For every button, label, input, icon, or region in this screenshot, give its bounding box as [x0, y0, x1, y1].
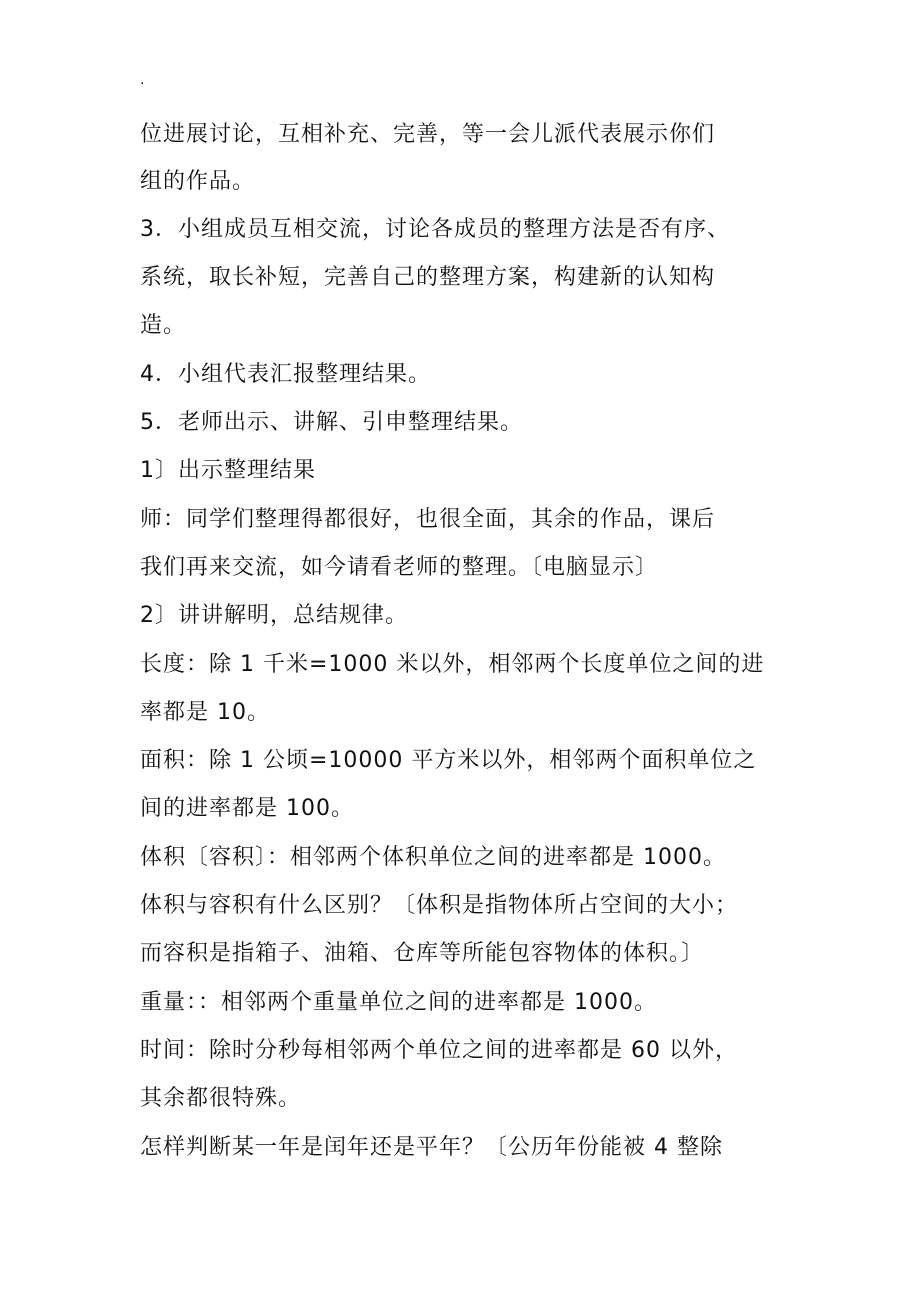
text-line: 率都是 10。 [140, 700, 270, 725]
text-line: 面积：除 1 公顷=10000 平方米以外，相邻两个面积单位之 [140, 748, 757, 773]
text-line: 重量：：相邻两个重量单位之间的进率都是 1000。 [140, 990, 657, 1015]
text-line: 长度：除 1 千米=1000 米以外，相邻两个长度单位之间的进 [140, 652, 765, 677]
text-line: 3．小组成员互相交流，讨论各成员的整理方法是否有序、 [140, 217, 730, 242]
text-line: 怎样判断某一年是闰年还是平年？〔公历年份能被 4 整除 [140, 1135, 723, 1160]
text-line: 4．小组代表汇报整理结果。 [140, 362, 431, 387]
text-line: 造。 [140, 313, 187, 338]
text-line: 体积与容积有什么区别？〔体积是指物体所占空间的大小； [140, 893, 739, 918]
text-line: 5．老师出示、讲解、引申整理结果。 [140, 410, 523, 435]
text-line: 2〕讲讲解明，总结规律。 [140, 603, 408, 628]
text-line: 体积〔容积〕：相邻两个体积单位之间的进率都是 1000。 [140, 845, 726, 870]
text-line: 位进展讨论，互相补充、完善，等一会儿派代表展示你们 [140, 122, 716, 147]
text-line: 我们再来交流，如今请看老师的整理。〔电脑显示〕 [140, 555, 659, 580]
text-line: 时间：除时分秒每相邻两个单位之间的进率都是 60 以外， [140, 1038, 738, 1063]
header-mark: · [140, 76, 145, 92]
text-line: 1〕出示整理结果 [140, 458, 316, 483]
text-line: 组的作品。 [140, 169, 256, 194]
text-line: 师：同学们整理得都很好，也很全面，其余的作品，课后 [140, 507, 716, 532]
text-line: 而容积是指箱子、油箱、仓库等所能包容物体的体积。〕 [140, 941, 705, 966]
text-line: 间的进率都是 100。 [140, 796, 354, 821]
text-line: 其余都很特殊。 [140, 1086, 302, 1111]
text-line: 系统，取长补短，完善自己的整理方案，构建新的认知构 [140, 265, 716, 290]
